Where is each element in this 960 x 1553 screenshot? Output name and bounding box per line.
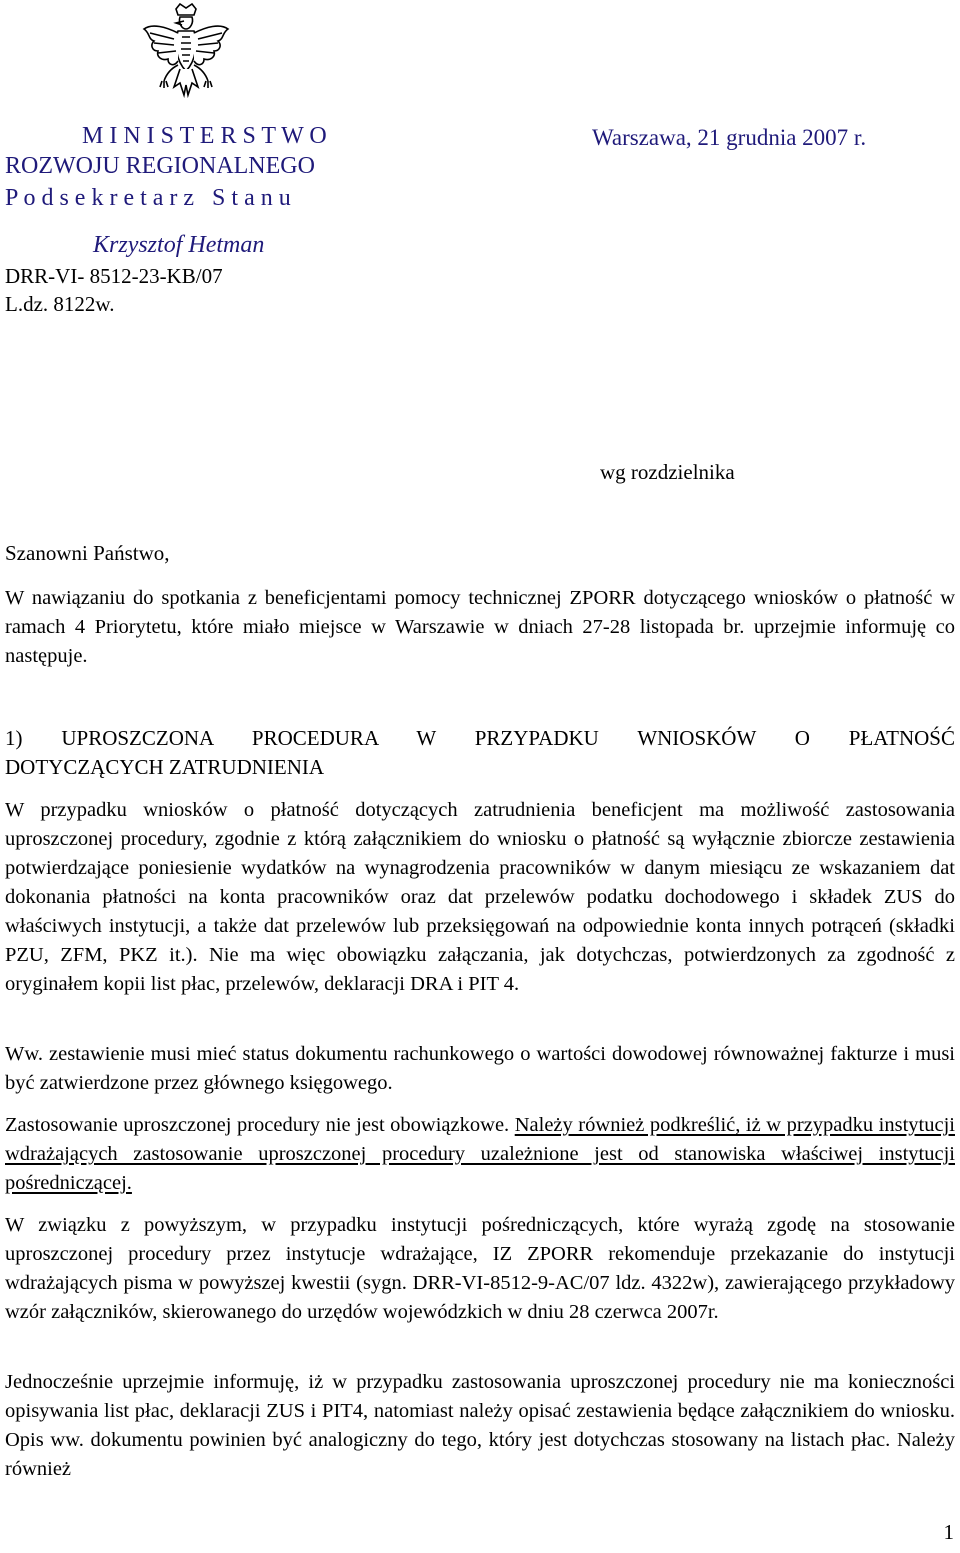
reference-number: DRR-VI- 8512-23-KB/07 <box>5 264 223 288</box>
signatory-name: Krzysztof Hetman <box>93 232 265 258</box>
ministry-title-line3: P o d s e k r e t a r z S t a n u <box>5 185 291 211</box>
letter-date: Warszawa, 21 grudnia 2007 r. <box>592 125 867 150</box>
section1-paragraph-5: Jednocześnie uprzejmie informuję, iż w przypadku zastosowania uproszczonej procedury nie ma konieczności opisywania list płac, deklaracji ZUS i PIT4, natomiast należy opisać zestawienia będące załącznikiem do wniosku. Opis ww. dokumentu powinien być analogiczny do tego, który jest dotychczas stosowany na listach płac. Należy również <box>5 1371 955 1480</box>
page-number: 1 <box>943 1520 954 1544</box>
paragraph-3-underlined-text: Należy również podkreślić, iż w przypadku instytucji wdrażających zastosowanie uproszczonej procedury uzależnione jest od stanowiska właściwej instytucji pośredniczącej. <box>5 1114 955 1194</box>
ministry-name-line1: M I N I S T E R S T W O <box>82 123 327 149</box>
section1-paragraph-4: W związku z powyższym, w przypadku instytucji pośredniczących, które wyrażą zgodę na stosowanie uproszczonej procedury przez instytucje wdrażające, IZ ZPORR rekomenduje przekazanie do instytucji wdrażających pisma w powyższej kwestii (sygn. DRR-VI-8512-9-AC/07 ldz. 4322w), zawierającego przykładowy wzór załączników, skierowanego do urzędów wojewódzkich w dniu 28 czerwca 2007r. <box>5 1214 955 1323</box>
reference-ldz: L.dz. 8122w. <box>5 292 115 316</box>
salutation: Szanowni Państwo, <box>5 541 170 565</box>
section1-paragraph-2: Ww. zestawienie musi mieć status dokumentu rachunkowego o wartości dowodowej równoważnej fakturze i musi być zatwierdzone przez głównego księgowego. <box>5 1043 955 1094</box>
section1-heading-line1: 1) UPROSZCZONA PROCEDURA W PRZYPADKU WNIOSKÓW O PŁATNOŚĆ <box>5 726 955 750</box>
intro-paragraph: W nawiązaniu do spotkania z beneficjentami pomocy technicznej ZPORR dotyczącego wniosków o płatność w ramach 4 Priorytetu, które miało miejsce w Warszawie w dniach 27-28 listopada br. uprzejmie informuję co następuje. <box>5 587 955 667</box>
ministry-name-line2: ROZWOJU REGIONALNEGO <box>5 153 315 179</box>
polish-eagle-emblem-icon <box>140 3 232 103</box>
section1-paragraph-3 <box>5 1111 955 1198</box>
section1-paragraph-1: W przypadku wniosków o płatność dotyczących zatrudnienia beneficjent ma możliwość zastosowania uproszczonej procedury, zgodnie z którą załącznikiem do wniosku o płatność są wyłącznie zbiorcze zestawienia potwierdzające poniesienie wydatków na wynagrodzenia pracowników w danym miesiącu ze wskazaniem dat dokonania płatności na konta pracowników oraz dat przelewów podatku dochodowego i składek ZUS do właściwych instytucji, a także dat przelewów lub przeksięgowań na odpowiednie konta innych potrąceń (składki PZU, ZFM, PKZ it.). Nie ma więc obowiązku załączania, jak dotychczas, potwierdzonych za zgodność z oryginałem kopii list płac, przelewów, deklaracji DRA i PIT 4. <box>5 799 955 995</box>
paragraph-3-plain-text: Zastosowanie uproszczonej procedury nie jest obowiązkowe. <box>5 1114 515 1136</box>
recipient-line: wg rozdzielnika <box>600 460 735 484</box>
section1-heading-line2: DOTYCZĄCYCH ZATRUDNIENIA <box>5 755 325 779</box>
